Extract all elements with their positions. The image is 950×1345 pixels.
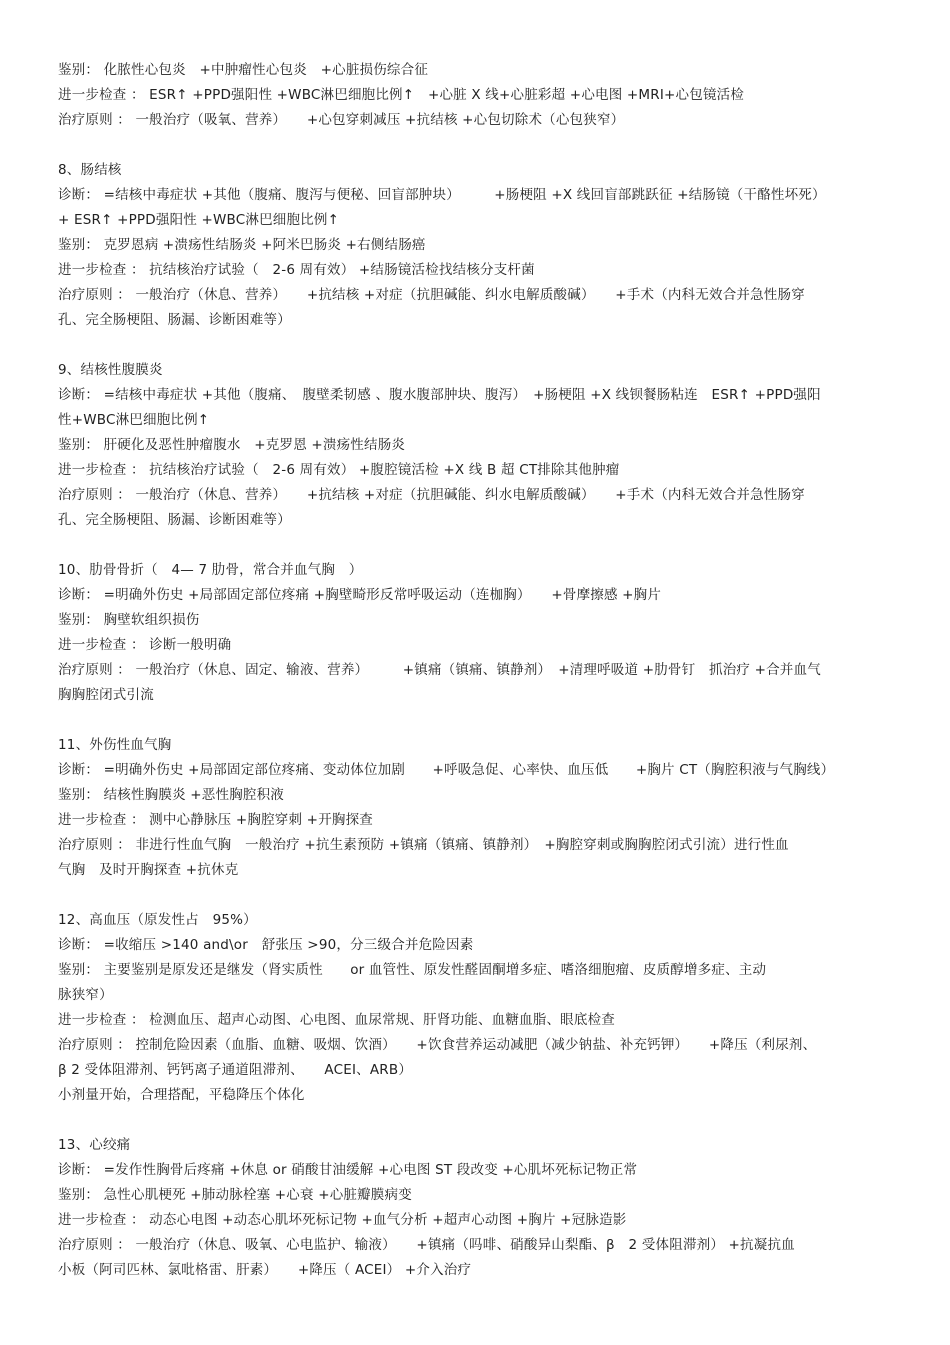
section-6 — [58, 1133, 894, 1283]
section-5 — [58, 908, 894, 1108]
text-line: 诊断： =结核中毒症状 +其他（腹痛、 腹壁柔韧感 、腹水腹部肿块、腹泻） +肠梗阻 +X 线钡餐肠粘连 ESR↑ +PPD强阳 — [58, 387, 821, 403]
text-line: 孔、完全肠梗阻、肠漏、诊断困难等） — [58, 512, 291, 528]
text-line: 脉狭窄） — [58, 987, 113, 1003]
section-0 — [58, 58, 894, 133]
section-2 — [58, 358, 894, 533]
text-line: 小剂量开始，合理搭配，平稳降压个体化 — [58, 1087, 305, 1103]
text-line: β 2 受体阻滞剂、钙钙离子通道阻滞剂、 ACEI、ARB） — [58, 1062, 413, 1078]
text-line: 小板（阿司匹林、氯吡格雷、肝素） +降压（ ACEI） +介入治疗 — [58, 1262, 472, 1278]
section-4 — [58, 733, 894, 883]
text-line: 诊断： =收缩压 >140 and\or 舒张压 >90，分三级合并危险因素 — [58, 937, 474, 953]
text-line: 诊断： =发作性胸骨后疼痛 +休息 or 硝酸甘油缓解 +心电图 ST 段改变 +心肌坏死标记物正常 — [58, 1162, 638, 1178]
text-line: 鉴别： 胸壁软组织损伤 — [58, 612, 200, 628]
text-line: 治疗原则 ： 一般治疗（休息、营养） +抗结核 +对症（抗胆碱能、纠水电解质酸碱） +手术（内科无效合并急性肠穿 — [58, 487, 805, 503]
text-line: 鉴别： 肝硬化及恶性肿瘤腹水 +克罗恩 +溃疡性结肠炎 — [58, 437, 406, 453]
text-line: 治疗原则 ： 一般治疗（吸氧、营养） +心包穿刺减压 +抗结核 +心包切除术（心包狭窄） — [58, 112, 625, 128]
text-line: 进一步检查 ： 抗结核治疗试验（ 2-6 周有效） +腹腔镜活检 +X 线 B 超 CT排除其他肿瘤 — [58, 462, 620, 478]
section-title: 12、高血压（原发性占 95%） — [58, 912, 257, 928]
text-line: 治疗原则 ： 非进行性血气胸 一般治疗 +抗生素预防 +镇痛（镇痛、镇静剂） +胸腔穿刺或胸胸腔闭式引流）进行性血 — [58, 837, 789, 853]
text-line: 进一步检查 ： 检测血压、超声心动图、心电图、血尿常规、肝肾功能、血糖血脂、眼底检查 — [58, 1012, 615, 1028]
text-line: 鉴别： 主要鉴别是原发还是继发（肾实质性 or 血管性、原发性醛固酮增多症、嗜洛细胞瘤、皮质醇增多症、主动 — [58, 962, 767, 978]
text-line: 治疗原则 ： 一般治疗（休息、营养） +抗结核 +对症（抗胆碱能、纠水电解质酸碱） +手术（内科无效合并急性肠穿 — [58, 287, 805, 303]
text-line: 治疗原则 ： 一般治疗（休息、吸氧、心电监护、输液） +镇痛（吗啡、硝酸异山梨酯、β 2 受体阻滞剂） +抗凝抗血 — [58, 1237, 795, 1253]
text-line: 鉴别： 克罗恩病 +溃疡性结肠炎 +阿米巴肠炎 +右侧结肠癌 — [58, 237, 426, 253]
document-page — [58, 58, 894, 1308]
section-title: 11、外伤性血气胸 — [58, 737, 172, 753]
text-line: 诊断： =明确外伤史 +局部固定部位疼痛、变动体位加剧 +呼吸急促、心率快、血压低 +胸片 CT（胸腔积液与气胸线） — [58, 762, 835, 778]
text-line: 进一步检查 ： ESR↑ +PPD强阳性 +WBC淋巴细胞比例↑ +心脏 X 线+心脏彩超 +心电图 +MRI+心包镜活检 — [58, 87, 745, 103]
section-title: 10、肋骨骨折（ 4— 7 肋骨，常合并血气胸 ） — [58, 562, 363, 578]
text-line: 鉴别： 化脓性心包炎 +中肿瘤性心包炎 +心脏损伤综合征 — [58, 62, 429, 78]
section-1 — [58, 158, 894, 333]
text-line: 胸胸腔闭式引流 — [58, 687, 154, 703]
text-line: 进一步检查 ： 测中心静脉压 +胸腔穿刺 +开胸探查 — [58, 812, 373, 828]
section-title: 8、肠结核 — [58, 162, 122, 178]
text-line: 治疗原则 ： 一般治疗（休息、固定、输液、营养） +镇痛（镇痛、镇静剂） +清理呼吸道 +肋骨钉 抓治疗 +合并血气 — [58, 662, 821, 678]
section-title: 9、结核性腹膜炎 — [58, 362, 163, 378]
text-line: 孔、完全肠梗阻、肠漏、诊断困难等） — [58, 312, 291, 328]
text-line: 进一步检查 ： 抗结核治疗试验（ 2-6 周有效） +结肠镜活检找结核分支杆菌 — [58, 262, 535, 278]
text-line: 进一步检查 ： 诊断一般明确 — [58, 637, 232, 653]
text-line: 气胸 及时开胸探查 +抗休克 — [58, 862, 239, 878]
section-title: 13、心绞痛 — [58, 1137, 131, 1153]
text-line: 治疗原则 ： 控制危险因素（血脂、血糖、吸烟、饮酒） +饮食营养运动减肥（减少钠盐、补充钙钾） +降压（利尿剂、 — [58, 1037, 817, 1053]
text-line: 进一步检查 ： 动态心电图 +动态心肌坏死标记物 +血气分析 +超声心动图 +胸片 +冠脉造影 — [58, 1212, 627, 1228]
text-line: 鉴别： 结核性胸膜炎 +恶性胸腔积液 — [58, 787, 284, 803]
text-line: 鉴别： 急性心肌梗死 +肺动脉栓塞 +心衰 +心脏瓣膜病变 — [58, 1187, 412, 1203]
section-3 — [58, 558, 894, 708]
text-line: + ESR↑ +PPD强阳性 +WBC淋巴细胞比例↑ — [58, 212, 340, 228]
text-line: 诊断： =明确外伤史 +局部固定部位疼痛 +胸壁畸形反常呼吸运动（连枷胸） +骨摩擦感 +胸片 — [58, 587, 662, 603]
text-line: 性+WBC淋巴细胞比例↑ — [58, 412, 210, 428]
text-line: 诊断： =结核中毒症状 +其他（腹痛、腹泻与便秘、回盲部肿块） +肠梗阻 +X 线回盲部跳跃征 +结肠镜（干酪性坏死） — [58, 187, 826, 203]
